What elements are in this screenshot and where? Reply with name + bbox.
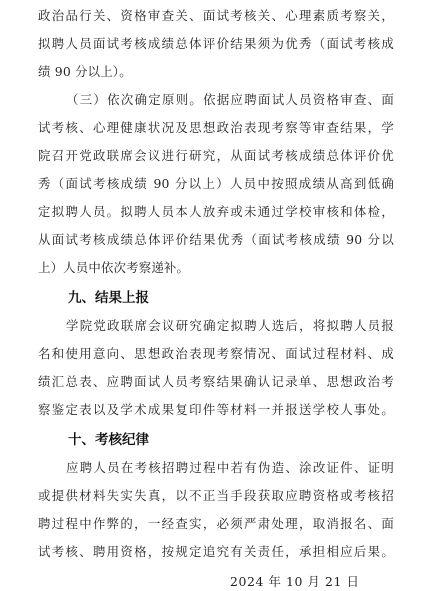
paragraph-line: 院召开党政联席会议进行研究，从面试考核成绩总体评价优 xyxy=(38,148,394,163)
paragraph-line: 试考核、聘用资格，按规定追究有关责任，承担相应后果。 xyxy=(38,544,394,559)
paragraph-line: 或提供材料失实失真，以不正当手段获取应聘资格或考核招 xyxy=(38,488,394,503)
document-date: 2024 年 10 月 21 日 xyxy=(230,574,360,589)
section-heading: 九、结果上报 xyxy=(68,290,149,306)
paragraph-line: 定拟聘人员。拟聘人员本人放弃或未通过学校审核和体检， xyxy=(38,204,394,219)
paragraph-line: 绩 90 分以上）。 xyxy=(38,64,132,79)
paragraph-line: 绩汇总表、应聘面试人员考察结果确认记录单、思想政治考 xyxy=(38,374,394,389)
paragraph-line: 学院党政联席会议研究确定拟聘人选后，将拟聘人员报 xyxy=(66,318,394,333)
paragraph-line: 政治品行关、资格审查关、面试考核关、心理素质考察关， xyxy=(38,8,394,23)
paragraph-line: 上）人员中依次考察递补。 xyxy=(38,260,190,275)
paragraph-line: 试考核、心理健康状况及思想政治表现考察等审查结果，学 xyxy=(38,120,394,135)
paragraph-line: 从面试考核成绩总体评价结果优秀（面试考核成绩 90 分以 xyxy=(38,232,394,247)
paragraph-line: 察鉴定表以及学术成果复印件等材料一并报送学校人事处。 xyxy=(38,402,394,417)
paragraph-line: （三）依次确定原则。依据应聘面试人员资格审查、面 xyxy=(66,92,394,107)
paragraph-line: 聘过程中作弊的，一经查实，必须严肃处理，取消报名、面 xyxy=(38,516,394,531)
paragraph-line: 拟聘人员面试考核成绩总体评价结果须为优秀（面试考核成 xyxy=(38,36,394,51)
paragraph-line: 名和使用意向、思想政治表现考察情况、面试过程材料、成 xyxy=(38,346,394,361)
section-heading: 十、考核纪律 xyxy=(68,432,149,448)
paragraph-line: 秀（面试考核成绩 90 分以上）人员中按照成绩从高到低确 xyxy=(38,176,394,191)
paragraph-line: 应聘人员在考核招聘过程中若有伪造、涂改证件、证明 xyxy=(66,460,394,475)
